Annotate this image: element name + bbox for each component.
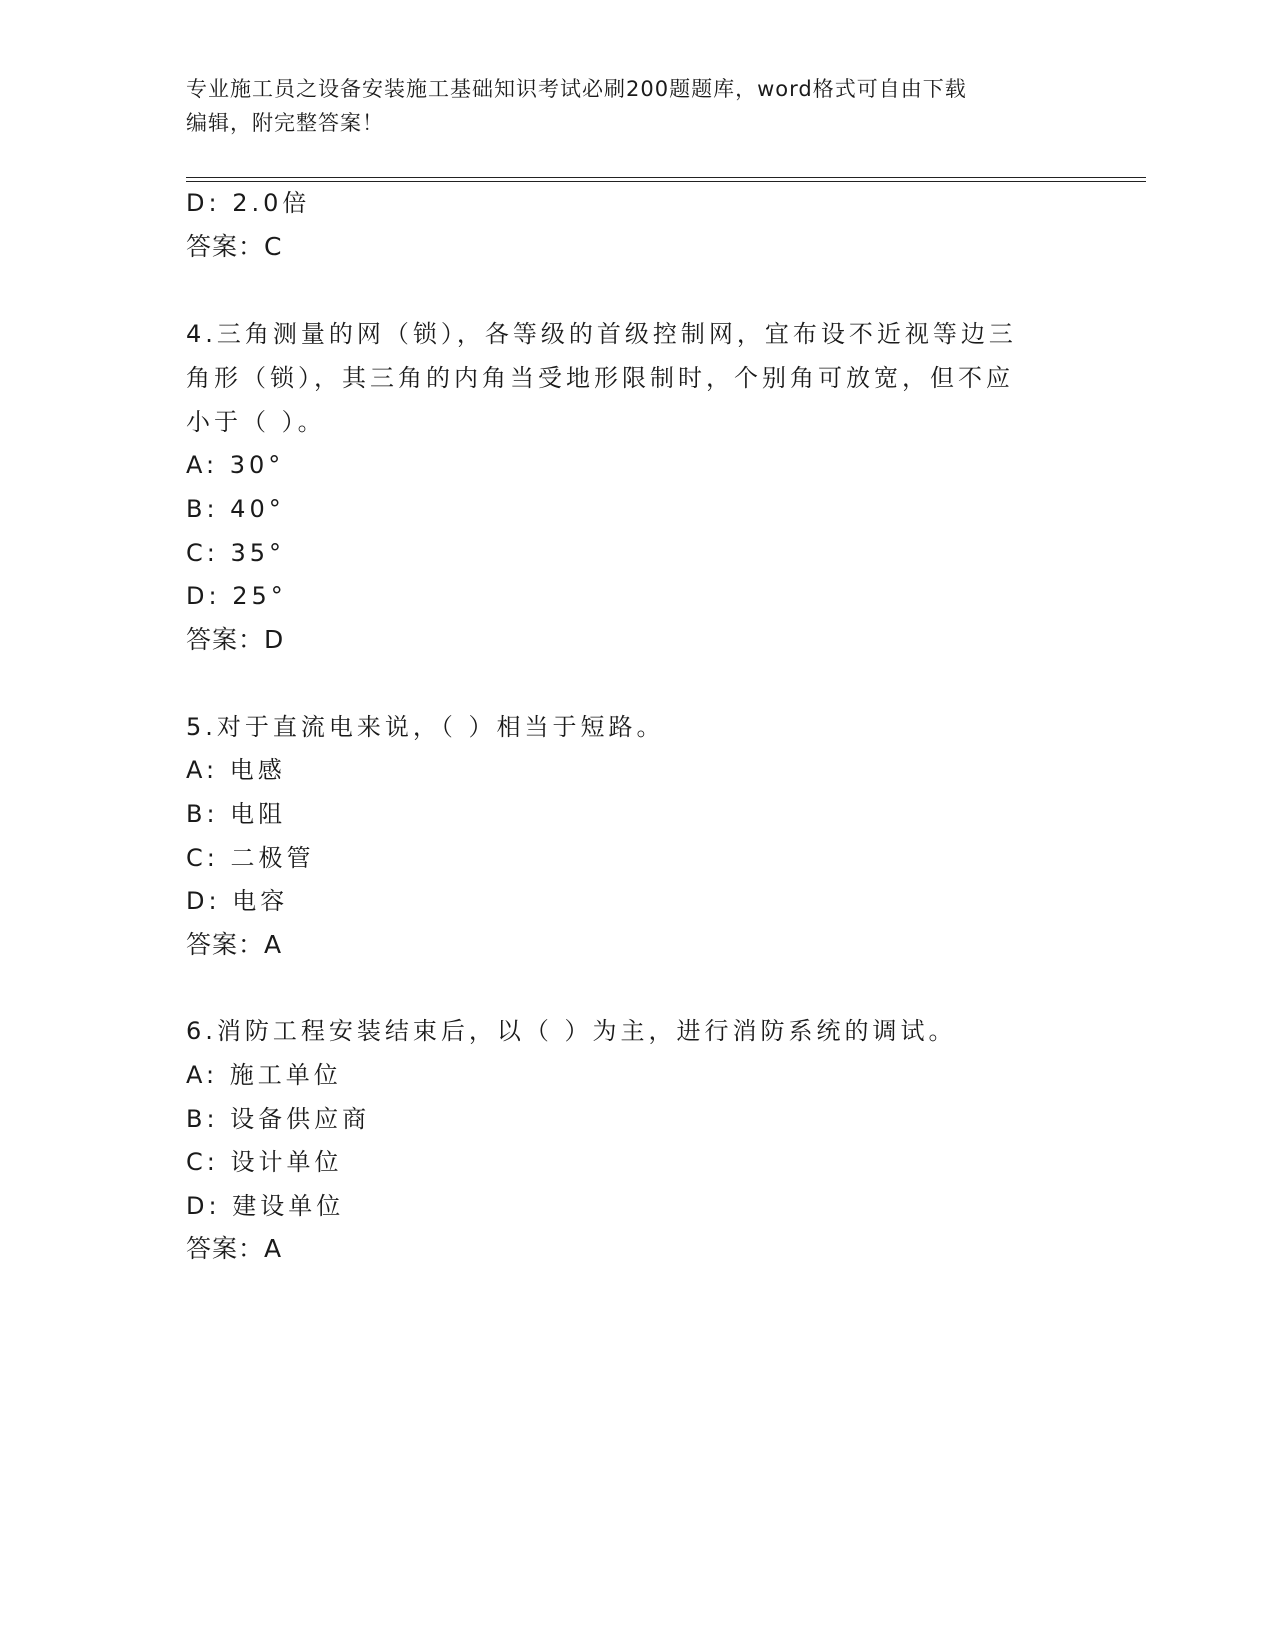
q5-option-a: A: 电感: [186, 756, 286, 784]
q6-option-c: C: 设计单位: [186, 1148, 343, 1176]
header-line-2: 编辑，附完整答案！: [186, 111, 384, 135]
q6-stem: 6.消防工程安装结束后，以（ ）为主，进行消防系统的调试。: [186, 1017, 957, 1045]
q5-option-c: C: 二极管: [186, 844, 315, 872]
q4-stem-line-1: 4.三角测量的网（锁），各等级的首级控制网，宜布设不近视等边三: [186, 320, 1017, 348]
q4-option-c: C: 35°: [186, 539, 286, 567]
q5-option-d: D: 电容: [186, 887, 289, 915]
q4-stem-line-2: 角形（锁），其三角的内角当受地形限制时，个别角可放宽，但不应: [186, 364, 1014, 392]
q6-option-a: A: 施工单位: [186, 1061, 342, 1089]
q6-option-b: B: 设备供应商: [186, 1105, 371, 1133]
q5-answer: 答案：A: [186, 930, 283, 959]
q4-option-d: D: 25°: [186, 582, 287, 610]
q6-option-d: D: 建设单位: [186, 1192, 345, 1220]
q5-stem: 5.对于直流电来说，（ ）相当于短路。: [186, 713, 665, 741]
header-line-1: 专业施工员之设备安装施工基础知识考试必刷200题题库，word格式可自由下载: [186, 77, 967, 101]
q4-stem-line-3: 小于（ ）。: [186, 408, 326, 436]
q4-answer: 答案：D: [186, 625, 285, 654]
header-divider: [186, 177, 1146, 182]
document-header: [186, 72, 1066, 140]
q5-option-b: B: 电阻: [186, 800, 287, 828]
prev-option-d: D: 2.0倍: [186, 189, 311, 217]
q4-option-a: A: 30°: [186, 451, 285, 479]
prev-answer: 答案：C: [186, 232, 283, 261]
q6-answer: 答案：A: [186, 1234, 283, 1263]
q4-option-b: B: 40°: [186, 495, 285, 523]
